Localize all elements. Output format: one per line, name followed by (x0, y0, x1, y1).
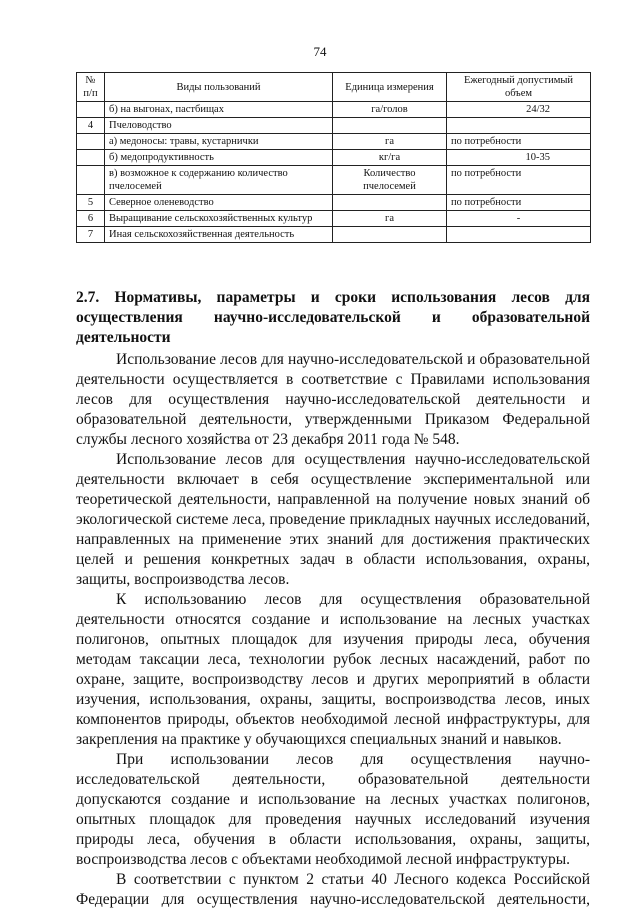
cell-usage-type: б) медопродуктивность (105, 150, 333, 166)
cell-volume: 10-35 (447, 150, 591, 166)
table-row (77, 150, 591, 166)
cell-usage-type: в) возможное к содержанию количество пчелосемей (105, 166, 333, 195)
paragraph: Использование лесов для осуществления научно-исследовательской деятельности включает в себя осуществление экспериментальной или теоретической деятельности, направленной на получение новых знаний об экологической системе леса, проведение прикладных научных исследований, направленных на применение этих знаний для достижения практических целей и решения конкретных задач в области использования, охраны, защиты, воспроизводства лесов. (76, 451, 590, 588)
cell-unit (333, 118, 447, 134)
cell-number (77, 102, 105, 118)
cell-unit: кг/га (333, 150, 447, 166)
table-row (77, 166, 591, 195)
cell-usage-type: Пчеловодство (105, 118, 333, 134)
cell-unit (333, 227, 447, 243)
table-row (77, 227, 591, 243)
cell-usage-type: Иная сельскохозяйственная деятельность (105, 227, 333, 243)
cell-unit (333, 195, 447, 211)
cell-volume: по потребности (447, 134, 591, 150)
cell-volume: - (447, 211, 591, 227)
table-row (77, 211, 591, 227)
usage-norms-table (76, 72, 591, 243)
cell-usage-type: Северное оленеводство (105, 195, 333, 211)
cell-number: 5 (77, 195, 105, 211)
paragraph: При использовании лесов для осуществления научно-исследовательской деятельности, образовательной деятельности допускаются создание и использование на лесных участках полигонов, опытных площадок для проведения научных исследований изучения природы леса, обучения в области использования, охраны, защиты, воспроизводства лесов с объектами необходимой лесной инфраструктуры. (76, 751, 590, 868)
cell-number (77, 134, 105, 150)
page-number: 74 (313, 44, 327, 59)
cell-usage-type: б) на выгонах, пастбищах (105, 102, 333, 118)
section-heading-line: деятельности (76, 329, 171, 346)
paragraph: К использованию лесов для осуществления образовательной деятельности относятся создание и использование на лесных участках полигонов, опытных площадок для изучения природы леса, обучения методам таксации леса, технологии рубок лесных насаждений, работ по охране, защите, воспроизводству лесов и других мероприятий в области изучения, использования, охраны, защиты, воспроизводства лесов, иных компонентов природы, объектов необходимой лесной инфраструктуры, для закрепления на практике у обучающихся специальных знаний и навыков. (76, 591, 590, 748)
paragraph: Использование лесов для научно-исследовательской и образовательной деятельности осуществляется в соответствие с Правилами использования лесов для осуществления научно-исследовательской деятельности и образовательной деятельности, утвержденными Приказом Федеральной службы лесного хозяйства от 23 декабря 2011 года № 548. (76, 351, 590, 448)
header-usage-type: Виды пользований (105, 73, 333, 102)
table-row (77, 134, 591, 150)
cell-number: 6 (77, 211, 105, 227)
cell-number (77, 150, 105, 166)
section-heading-line: осуществления научно-исследовательской и образовательной (76, 309, 590, 326)
cell-volume (447, 118, 591, 134)
cell-number: 4 (77, 118, 105, 134)
table-row (77, 195, 591, 211)
cell-usage-type: Выращивание сельскохозяйственных культур (105, 211, 333, 227)
cell-unit: га (333, 134, 447, 150)
paragraph: В соответствии с пунктом 2 статьи 40 Лесного кодекса Российской Федерации для осуществления научно-исследовательской деятельности, (76, 871, 590, 908)
section-body (76, 350, 590, 910)
header-annual-volume: Ежегодный допустимый объем (447, 73, 591, 102)
table-row (77, 118, 591, 134)
cell-usage-type: а) медоносы: травы, кустарнички (105, 134, 333, 150)
cell-number (77, 166, 105, 195)
cell-unit: Количество пчелосемей (333, 166, 447, 195)
cell-unit: га (333, 211, 447, 227)
header-unit: Единица измерения (333, 73, 447, 102)
section-heading-line: 2.7. Нормативы, параметры и сроки использования лесов для (76, 289, 590, 306)
section-heading (76, 288, 590, 348)
cell-volume (447, 227, 591, 243)
header-number: № п/п (77, 73, 105, 102)
cell-volume: 24/32 (447, 102, 591, 118)
table-row (77, 102, 591, 118)
table-header-row (77, 73, 591, 102)
cell-volume: по потребности (447, 166, 591, 195)
cell-unit: га/голов (333, 102, 447, 118)
cell-volume: по потребности (447, 195, 591, 211)
cell-number: 7 (77, 227, 105, 243)
